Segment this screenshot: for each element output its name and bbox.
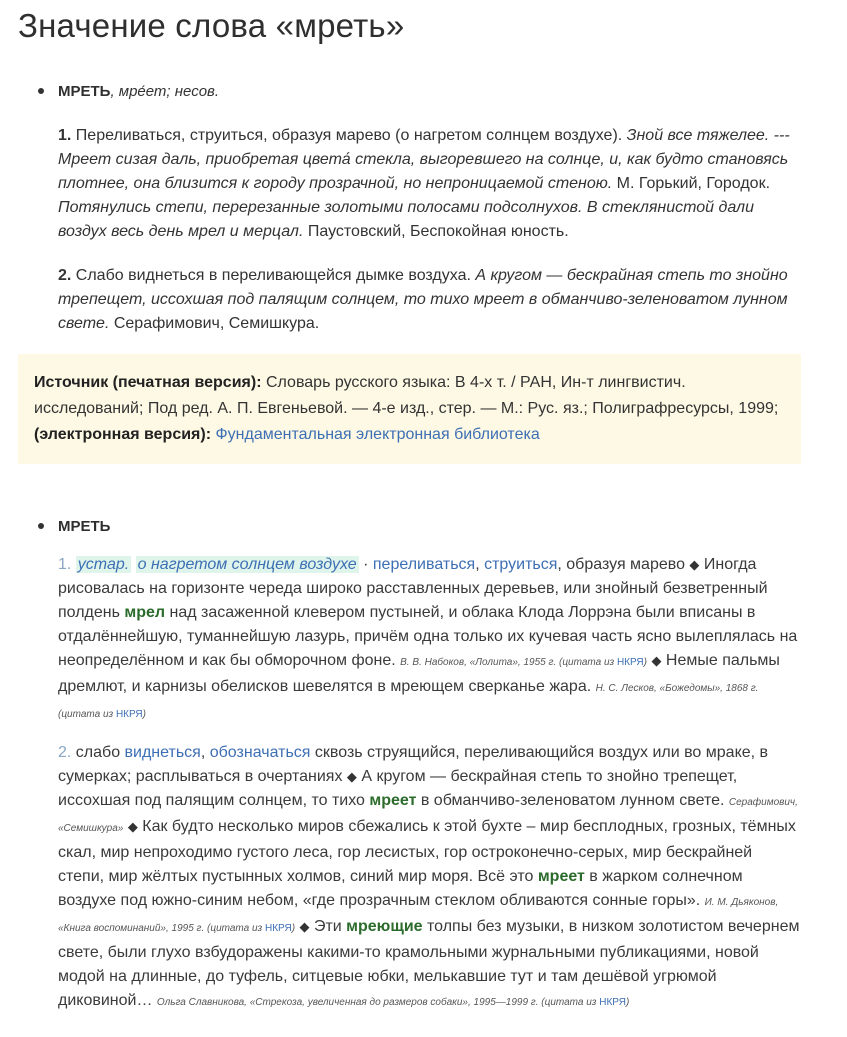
- sense-definition: слабо: [71, 744, 125, 761]
- diamond-icon: ◆: [346, 769, 357, 784]
- citation-close: ): [643, 657, 647, 668]
- quote-text: А кругом — бескрайная степь то знойно трепещет, иссохшая под палящим солнцем, то тихо: [58, 768, 738, 809]
- diamond-icon: ◆: [127, 819, 138, 834]
- citation-close: ): [291, 923, 296, 934]
- nkrya-link[interactable]: НКРЯ: [599, 997, 626, 1008]
- page-title: Значение слова «мреть»: [18, 7, 405, 44]
- source-print-text: Словарь русского языка: В 4-х т. / РАН, Ин-т лингвистич. исследований; Под ред. А. П. Евгеньевой. — 4-е изд., стер. — М.: Рус. яз.; Полиграфресурсы, 1999;: [34, 374, 779, 417]
- sense-definition: Переливаться, струиться, образуя марево (о нагретом солнцем воздухе).: [71, 127, 627, 144]
- sense-definition: Слабо виднеться в переливающейся дымке воздуха.: [71, 267, 476, 284]
- quote-text: Иногда рисовалась на горизонте череда широко расставленных деревьев, или знойный безветренный полдень: [58, 556, 768, 621]
- example-quote: Зной все тяжелее. --- Мреет сизая даль, приобретая цвета́ стекла, выгоревшего на солнце, и, как будто становясь плотнее, она близится к городу прозрачной, но непроницаемой стеною.: [58, 127, 790, 192]
- highlighted-word: мреет: [369, 792, 417, 809]
- source-electronic-label: (электронная версия):: [34, 426, 212, 443]
- citation-text: Ольга Славникова, «Стрекоза, увеличенная до размеров собаки», 1995—1999 г. (цитата из: [156, 997, 600, 1008]
- highlighted-word: мрел: [124, 604, 166, 621]
- quote-text: Как будто несколько миров сбежались к этой бухте – мир бесплодных, грозных, тёмных скал, мир непроходимо густого леса, гор лесистых, гор остроконечно-серых, мир бескрайней степи, мир жёлтых пустынных холмов, синий мир моря. Всё это: [58, 818, 796, 885]
- example-author: Паустовский, Беспокойная юность.: [303, 223, 569, 240]
- word-link[interactable]: виднеться: [124, 744, 201, 761]
- word-link[interactable]: обозначаться: [209, 744, 311, 761]
- example-author: М. Горький, Городок.: [612, 175, 771, 192]
- citation-text: И. М. Дьяконов, «Книга воспоминаний», 1995 г. (цитата из: [58, 897, 779, 934]
- word-link[interactable]: переливаться: [372, 556, 476, 573]
- nkrya-link[interactable]: НКРЯ: [616, 657, 644, 668]
- diamond-icon: ◆: [299, 919, 310, 934]
- word-link[interactable]: струиться: [484, 556, 558, 573]
- quote-text: толпы без музыки, в низком золотистом вечернем свете, были глухо взбудоражены какими-то крамольными журнальными публикациями, новой модой на длинные, до туфель, ситцевые юбки, мелькавшие тут и там дешёвой угрюмой диковиной…: [58, 918, 800, 1009]
- bullet-icon: [38, 523, 44, 529]
- sense-1: [58, 124, 798, 244]
- sense-definition: , образуя марево: [557, 556, 690, 573]
- sense-number: 2.: [58, 267, 72, 284]
- wk-sense-2: [58, 741, 800, 1015]
- citation-text: В. В. Набоков, «Лолита», 1955 г. (цитата из: [400, 657, 617, 668]
- example-author: Серафимович, Семишкура.: [109, 315, 320, 332]
- comma: ,: [475, 556, 485, 573]
- example-quote: Потянулись степи, перерезанные золотыми полосами подсолнухов. В стеклянистой дали воздух весь день мрел и мерцал.: [58, 199, 754, 240]
- wiktionary-entry: [40, 515, 800, 539]
- sense-definition: сквозь струящийся, переливающийся воздух или во мраке, в сумерках; расплываться в очертаниях: [58, 744, 769, 785]
- bullet-icon: [38, 88, 44, 94]
- quote-citation: [400, 657, 647, 668]
- diamond-icon: ◆: [689, 557, 700, 572]
- citation-close: ): [142, 709, 146, 720]
- separator: ·: [358, 556, 373, 573]
- grammar-note: , мре́ет; несов.: [110, 83, 220, 100]
- citation-close: ): [625, 997, 630, 1008]
- quote-citation: [157, 997, 629, 1008]
- quote-text: Эти: [309, 918, 347, 935]
- nkrya-link[interactable]: НКРЯ: [264, 923, 292, 934]
- sense-number: 1.: [58, 127, 72, 144]
- sense-number: 2.: [58, 744, 72, 761]
- sense-2: [58, 264, 798, 336]
- entry-headline: МРЕТЬ: [58, 518, 111, 535]
- wk-sense-1: [58, 553, 800, 727]
- source-link[interactable]: Фундаментальная электронная библиотека: [215, 426, 540, 443]
- quote-text: Немые пальмы дремлют, и карнизы обелисков шевелятся в мреющем сверканье жара.: [58, 652, 780, 695]
- citation-text: Н. С. Лесков, «Божедомы», 1868 г. (цитата из: [58, 683, 759, 720]
- diamond-icon: ◆: [651, 653, 662, 668]
- comma: ,: [200, 744, 210, 761]
- usage-tag[interactable]: о нагретом солнцем воздухе: [137, 556, 357, 573]
- quote-citation: Серафимович, «Семишкура»: [58, 797, 798, 834]
- source-box: [18, 354, 801, 464]
- nkrya-link[interactable]: НКРЯ: [115, 709, 143, 720]
- source-print-label: Источник (печатная версия):: [34, 374, 262, 391]
- entry-headline: [40, 80, 800, 104]
- headword: МРЕТЬ: [58, 83, 111, 100]
- highlighted-word: мреет: [537, 868, 585, 885]
- example-quote: А кругом — бескрайная степь то знойно трепещет, иссохшая под палящим солнцем, то тихо мреет в обманчиво-зеленоватом лунном свете.: [58, 267, 788, 332]
- quote-text: над засаженной клевером пустыней, и облака Клода Лоррэна были вписаны в отдалённейшую, туманнейшую лазурь, причём одна только их кучевая часть ясно вылеплялась на неопределённом и как бы обморочном фоне.: [58, 604, 798, 669]
- highlighted-word: мреющие: [346, 918, 423, 935]
- quote-text: в обманчиво-зеленоватом лунном свете.: [416, 792, 729, 809]
- usage-tag[interactable]: устар.: [77, 556, 130, 573]
- quote-text: в жарком солнечном воздухе под южно-синим небом, «где прозрачным стеклом обливаются сонные горы».: [58, 868, 743, 909]
- dictionary-entry: [40, 80, 800, 104]
- sense-number: 1.: [58, 556, 72, 573]
